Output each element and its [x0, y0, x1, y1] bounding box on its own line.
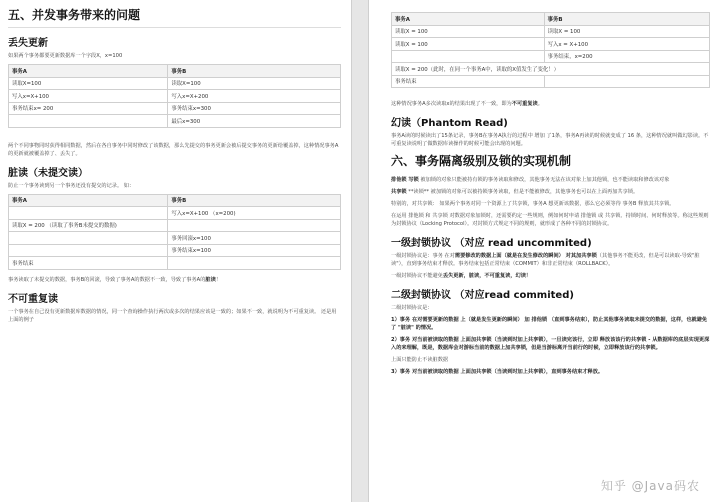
table-cell: 写入x=X+100: [9, 90, 168, 103]
table-cell: 读取X = 100: [544, 25, 709, 38]
table-row: [9, 90, 341, 103]
phantom-explain: 事务A读的时候读出了15条记录，事务B在事务A执行的过程中 增加 了1条，事务A再读的时候就变成了 16 条，这种情况就叫做幻影读。不可重复读说明了做数据库读操作的时候可能会出现的问题。: [391, 133, 709, 147]
level2-intro: 二级封锁协议是：: [391, 305, 433, 311]
table-row: [9, 219, 341, 232]
table-cell: 写入x=X+200: [168, 90, 341, 103]
table-row: [9, 244, 341, 257]
lock-paragraph: [391, 188, 710, 196]
table-cell: [168, 257, 341, 270]
level2-item: 3）事务 对当前被读取的数据 上面加共享锁（当读到时加上共享锁），直到事务结束才释放。: [391, 369, 604, 375]
table-cell: 事务结束x=300: [168, 102, 341, 115]
dirty-read-explain-bold: 脏读: [205, 276, 216, 283]
section-title-6: 六、事务隔离级别及锁的实现机制: [391, 154, 572, 168]
lock-paragraph: [391, 176, 710, 184]
table-cell: 读取X = 200（此时，在同一个事务A中，读取的X值发生了变化！）: [392, 63, 710, 76]
table-cell: [9, 244, 168, 257]
level2-item: 上面只能防止不读脏数据: [391, 357, 449, 363]
table-header-a: 事务A: [9, 194, 168, 207]
table-header-b: 事务B: [168, 65, 341, 78]
table-cell: 读取X = 200 （读取了事务B未提交的数据): [9, 219, 168, 232]
table-cell: 事务结束: [9, 257, 168, 270]
table-cell: [392, 50, 545, 63]
dirty-read-explain-text: 事务读取了未提交的数据，事务B的回滚，导致了事务A的数据不一致，导致了事务A的: [8, 276, 206, 283]
summary-suffix: 。: [537, 101, 543, 107]
table-header-b: 事务B: [168, 194, 341, 207]
table-row: [9, 102, 341, 115]
table-cell: 事务结束，x=200: [544, 50, 709, 63]
level2-item: 2）事务 对当前被读取的数据 上面加共享锁（当读到时加上共享锁），一旦读完该行，立即 释放该该行的共享锁 - 从数据库的底层实现更深入的来理解，既是，数据库会对游标当前的数据上加共享锁，但是当游标离开当前行的时候，立即释放该行的共享锁。: [391, 337, 710, 351]
dirty-read-table: [8, 194, 341, 270]
table-cell: [9, 207, 168, 220]
table-cell: 写入x=X+100 （x=200): [168, 207, 341, 220]
lock-text: **读锁** 被加锁的对象可以被持锁事务读取，但是不能被修改，其他事务也可以在上面再加共享锁。: [406, 189, 639, 195]
table-header-b: 事务B: [544, 13, 709, 26]
watermark-text: 知乎 @Java码农: [600, 479, 700, 493]
table-cell: 事务回滚x=100: [168, 232, 341, 245]
table-row: [9, 115, 341, 128]
table-row: [9, 232, 341, 245]
table-cell: 读取X=100: [9, 77, 168, 90]
lock-term: 排他锁 写锁: [391, 177, 419, 183]
lost-update-explain: 两个不同事物同时获得相同数据，然后在各自事务中同时修改了该数据，那么先提交的事务更新会被后提交事务的更新给覆盖掉，这种情况事务A的更新就被覆盖掉了、丢失了。: [8, 142, 339, 157]
table-header-a: 事务A: [9, 65, 168, 78]
dirty-read-explain-suffix: ！: [215, 276, 222, 283]
non-repeatable-summary: [391, 100, 710, 108]
table-header-row: [9, 194, 341, 207]
dirty-read-explain: [8, 276, 341, 284]
level1-note-bold: 丢失更新，脏读，不可重复读，幻读！: [442, 273, 532, 279]
level1-note-text: 一级封锁协议不能避免: [391, 273, 443, 279]
table-row: [9, 207, 341, 220]
table-cell: 事务结束: [392, 75, 545, 88]
level1-suffix: （其他事务不能更改，但是可以读取-导致"脏读"），直到事务结束才释放。事务结束包括正常结束（COMMIT）和非正常结束（ROLLBACK）。: [391, 253, 700, 267]
dirty-read-heading: 脏读（未提交读）: [8, 167, 88, 179]
section-title-5: 五、并发事务带来的问题: [8, 6, 341, 28]
lock-text: 在运用 排他锁 和 共享锁 对数据对象加锁时，还需要约定一些规则，例如何时申请 排他锁 或 共享锁、持锁时间、何时释放等。称这些规则为封锁协议（Locking Protocol）。对封锁方式规定不同的规则，就形成了各种不同的封锁协议。: [391, 213, 709, 227]
left-page: [0, 0, 352, 502]
dirty-read-intro: 防止一个事务读到另一个事务还没有提交的记录。 如：: [8, 182, 135, 189]
lost-update-intro: 如果两个事务都要更新数据库一个字段X，x=100: [8, 53, 123, 59]
phantom-heading: 幻读（Phantom Read): [391, 118, 508, 129]
level1-heading: 一级封锁协议 （对应 read uncommited): [391, 238, 592, 249]
lock-text: 特别的，对共享锁： 如果两个事务对同一个资源上了共享锁，事务A 想更新该数据，那么它必须等待 事务B 释放其共享锁。: [391, 201, 675, 207]
table-row: [392, 38, 710, 51]
lock-paragraph: [391, 200, 710, 208]
table-row: [392, 25, 710, 38]
table-cell: [168, 219, 341, 232]
lock-term: 共享锁: [391, 189, 407, 195]
table-header-row: [9, 65, 341, 78]
level1-para: [391, 252, 710, 268]
non-repeatable-heading: 不可重复读: [8, 293, 58, 305]
right-page: [368, 0, 720, 502]
level1-note: [391, 272, 710, 280]
level2-heading: 二级封锁协议 （对应read commited): [391, 290, 574, 301]
table-cell: 读取X = 100: [392, 38, 545, 51]
table-row: [392, 75, 710, 88]
table-cell: 读取X = 100: [392, 25, 545, 38]
table-cell: 写入x = X+100: [544, 38, 709, 51]
table-cell: [544, 75, 709, 88]
table-header-a: 事务A: [392, 13, 545, 26]
level1-bold: 需要修改的数据上面（就是在发生修改的瞬间） 对其加共享锁: [454, 253, 597, 259]
summary-bold: 不可重复读: [511, 101, 538, 107]
table-header-row: [392, 13, 710, 26]
table-row: [9, 77, 341, 90]
table-cell: 读取X=100: [168, 77, 341, 90]
table-row: [392, 50, 710, 63]
level1-text: 一级封锁协议是：事务 在对: [391, 253, 455, 259]
level2-item: 1）事务 在对需要更新的数据 上（就是发生更新的瞬间） 加 排他锁 （直到事务结束），防止其他事务读取未提交的数据，这样，也就避免了 "脏读" 的情况。: [391, 317, 708, 331]
table-cell: [9, 115, 168, 128]
summary-text: 这种情况事务A多次读取x的结果出现了不一致，即为: [391, 101, 512, 107]
lost-update-heading: 丢失更新: [8, 38, 48, 49]
lock-text: 被加锁的对象只能被持有锁的事务读取和修改，其他事务无法在该对象上加其他锁，也不能读取和修改该对象: [418, 177, 670, 183]
table-cell: 事务结束x= 200: [9, 102, 168, 115]
table-cell: [9, 232, 168, 245]
non-repeatable-table: [391, 12, 710, 88]
lock-paragraph: [391, 212, 710, 228]
table-row: [392, 63, 710, 76]
table-cell: 最后x=300: [168, 115, 341, 128]
table-row: [9, 257, 341, 270]
non-repeatable-explain: 一个事务在自己没有更新数据库数据的情况，同一个查询操作执行两次或多次的结果应该是一致的；如果不一致，就说明为不可重复读。 还是用上面的例子: [8, 308, 337, 323]
lost-update-table: [8, 64, 341, 128]
table-cell: 事务结束x=100: [168, 244, 341, 257]
